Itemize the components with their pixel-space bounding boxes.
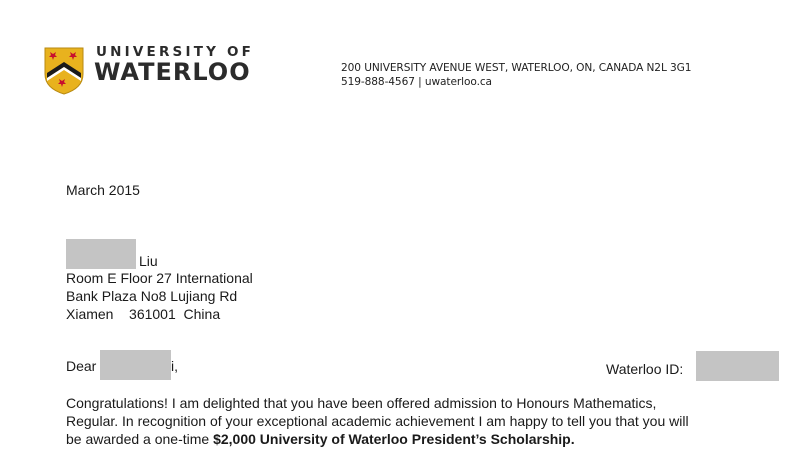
body-line-3 <box>66 430 575 448</box>
redacted-waterloo-id <box>696 351 779 381</box>
university-crest-icon <box>44 47 84 95</box>
salutation-end: i, <box>171 358 178 374</box>
redacted-first-name <box>66 239 136 269</box>
recipient-address-line-2: Bank Plaza No8 Lujiang Rd <box>66 288 238 304</box>
redacted-salutation-name <box>100 350 171 380</box>
recipient-address-line-3: Xiamen 361001 China <box>66 306 221 322</box>
university-name-line1: UNIVERSITY OF <box>96 44 255 60</box>
recipient-address-line-1: Room E Floor 27 International <box>66 270 253 286</box>
scholarship-name: $2,000 University of Waterloo President’s Scholarship. <box>213 431 575 447</box>
recipient-surname: Liu <box>139 253 158 269</box>
letter-date: March 2015 <box>66 182 140 198</box>
body-line-3-text: be awarded a one-time <box>66 431 214 447</box>
body-line-1: Congratulations! I am delighted that you have been offered admission to Honours Mathematics, <box>66 395 657 411</box>
university-name-line2: WATERLOO <box>94 58 251 86</box>
salutation: Dear <box>66 358 97 374</box>
waterloo-id-label: Waterloo ID: <box>606 361 684 377</box>
body-line-2: Regular. In recognition of your exceptional academic achievement I am happy to tell you that you will <box>66 413 689 429</box>
contact-line: 519-888-4567 | uwaterloo.ca <box>341 76 492 88</box>
address-line-1: 200 UNIVERSITY AVENUE WEST, WATERLOO, ON, CANADA N2L 3G1 <box>341 62 692 74</box>
letterhead-address <box>341 61 691 89</box>
